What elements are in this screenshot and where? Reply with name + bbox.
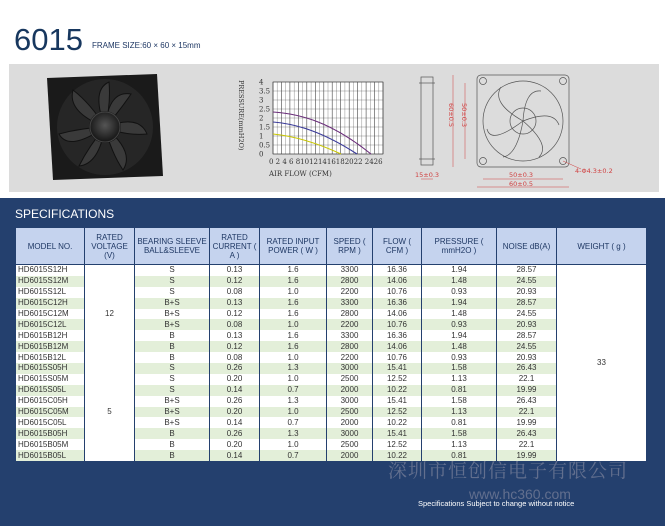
cell-pressure: 1.13 [422,374,497,385]
cell-flow: 15.41 [373,363,422,374]
cell-pressure: 1.13 [422,407,497,418]
dim-vert-inner: 50±0.3 [460,103,468,128]
col-current: RATED CURRENT ( A ) [210,228,260,265]
cell-power: 1.6 [260,330,327,341]
cell-bearing: S [135,385,210,396]
cell-flow: 16.36 [373,265,422,276]
cell-current: 0.13 [210,298,260,309]
dimension-drawing [413,69,653,189]
cell-current: 0.26 [210,428,260,439]
cell-noise: 20.93 [497,287,557,298]
cell-flow: 12.52 [373,407,422,418]
cell-speed: 3000 [327,396,373,407]
cell-current: 0.26 [210,363,260,374]
footnote: Specifications Subject to change without notice [418,499,575,508]
chart-ytick: 0 [259,150,264,159]
cell-speed: 3000 [327,428,373,439]
cell-flow: 10.22 [373,417,422,428]
cell-speed: 3000 [327,363,373,374]
cell-pressure: 1.48 [422,309,497,320]
cell-flow: 10.76 [373,352,422,363]
cell-model: HD6015B05H [16,428,85,439]
cell-bearing: B [135,450,210,461]
cell-power: 0.7 [260,385,327,396]
cell-bearing: B+S [135,407,210,418]
chart-ytick: 3.5 [259,87,271,96]
cell-power: 1.0 [260,439,327,450]
cell-bearing: S [135,363,210,374]
cell-current: 0.12 [210,341,260,352]
cell-bearing: B [135,352,210,363]
cell-current: 0.08 [210,287,260,298]
fan-photo [39,72,169,182]
chart-ytick: 2.5 [259,105,271,114]
cell-speed: 2500 [327,374,373,385]
col-pressure: PRESSURE ( mmH2O ) [422,228,497,265]
chart-ytick: 4 [259,78,264,87]
cell-model: HD6015C12M [16,309,85,320]
col-power: RATED INPUT POWER ( W ) [260,228,327,265]
cell-model: HD6015B12L [16,352,85,363]
cell-power: 0.7 [260,450,327,461]
col-speed: SPEED ( RPM ) [327,228,373,265]
cell-noise: 20.93 [497,352,557,363]
cell-noise: 24.55 [497,341,557,352]
cell-power: 1.3 [260,396,327,407]
header [0,0,665,64]
cell-power: 1.6 [260,341,327,352]
chart-xticks: 0 2 4 6 810121416182022 2426 [269,158,383,166]
cell-model: HD6015S12M [16,276,85,287]
cell-current: 0.20 [210,439,260,450]
cell-power: 1.3 [260,363,327,374]
cell-bearing: S [135,265,210,276]
cell-pressure: 1.94 [422,265,497,276]
cell-noise: 19.99 [497,385,557,396]
cell-flow: 15.41 [373,428,422,439]
cell-noise: 22.1 [497,374,557,385]
cell-flow: 14.06 [373,309,422,320]
cell-model: HD6015B05L [16,450,85,461]
cell-pressure: 1.94 [422,330,497,341]
cell-model: HD6015B05M [16,439,85,450]
cell-model: HD6015S05M [16,374,85,385]
cell-voltage: 12 [85,265,135,364]
cell-power: 1.0 [260,407,327,418]
chart-ytick: 1.5 [259,123,271,132]
cell-noise: 24.55 [497,309,557,320]
col-voltage: RATED VOLTAGE (V) [85,228,135,265]
cell-speed: 2500 [327,439,373,450]
cell-speed: 2000 [327,385,373,396]
cell-pressure: 1.58 [422,428,497,439]
cell-flow: 12.52 [373,439,422,450]
cell-noise: 19.99 [497,450,557,461]
model-title: 6015 [14,22,83,57]
cell-pressure: 1.13 [422,439,497,450]
chart-ytick: 3 [259,96,264,105]
cell-current: 0.14 [210,450,260,461]
cell-bearing: B [135,428,210,439]
cell-speed: 2000 [327,417,373,428]
chart-ytick: 1 [259,132,264,141]
cell-noise: 28.57 [497,298,557,309]
cell-noise: 26.43 [497,396,557,407]
cell-model: HD6015S12H [16,265,85,276]
cell-speed: 3300 [327,298,373,309]
cell-noise: 26.43 [497,363,557,374]
cell-speed: 2800 [327,276,373,287]
cell-pressure: 1.48 [422,341,497,352]
cell-current: 0.12 [210,309,260,320]
dim-side: 15±0.3 [415,171,440,179]
cell-speed: 2500 [327,407,373,418]
cell-noise: 26.43 [497,428,557,439]
cell-bearing: B+S [135,309,210,320]
cell-power: 1.0 [260,319,327,330]
cell-noise: 20.93 [497,319,557,330]
col-model: MODEL NO. [16,228,85,265]
col-flow: FLOW ( CFM ) [373,228,422,265]
product-band [9,64,659,192]
cell-flow: 12.52 [373,374,422,385]
cell-pressure: 0.81 [422,450,497,461]
cell-model: HD6015S05L [16,385,85,396]
table-row [16,363,647,374]
cell-pressure: 0.93 [422,287,497,298]
cell-bearing: S [135,374,210,385]
dim-bottom-inner: 50±0.3 [509,171,534,179]
col-noise: NOISE dB(A) [497,228,557,265]
cell-pressure: 1.58 [422,396,497,407]
cell-noise: 28.57 [497,265,557,276]
cell-bearing: B [135,330,210,341]
frame-size: FRAME SIZE:60 × 60 × 15mm [92,41,201,50]
cell-current: 0.13 [210,265,260,276]
cell-speed: 2000 [327,450,373,461]
cell-power: 1.6 [260,276,327,287]
cell-noise: 24.55 [497,276,557,287]
cell-noise: 28.57 [497,330,557,341]
cell-model: HD6015C05M [16,407,85,418]
cell-current: 0.13 [210,330,260,341]
cell-current: 0.14 [210,385,260,396]
cell-flow: 10.22 [373,450,422,461]
cell-pressure: 0.81 [422,417,497,428]
cell-noise: 19.99 [497,417,557,428]
cell-model: HD6015S12L [16,287,85,298]
cell-weight: 33 [557,265,647,462]
dim-bottom-outer: 60±0.5 [509,180,534,188]
watermark-site: www.hc360.com [469,486,571,502]
cell-model: HD6015C12L [16,319,85,330]
cell-pressure: 1.48 [422,276,497,287]
cell-bearing: B+S [135,396,210,407]
col-weight: WEIGHT ( g ) [557,228,647,265]
cell-flow: 10.76 [373,287,422,298]
cell-current: 0.20 [210,374,260,385]
cell-pressure: 0.93 [422,352,497,363]
watermark-company: 深圳市恒创信电子有限公司 [388,460,629,482]
chart-ylabel: PRESSURE(mmH2O) [237,80,245,151]
cell-model: HD6015C05L [16,417,85,428]
cell-flow: 15.41 [373,396,422,407]
table-row [16,265,647,276]
cell-current: 0.20 [210,407,260,418]
chart-ytick: 2 [259,114,264,123]
cell-pressure: 0.81 [422,385,497,396]
cell-flow: 14.06 [373,341,422,352]
cell-current: 0.08 [210,319,260,330]
cell-flow: 10.76 [373,319,422,330]
cell-pressure: 1.94 [422,298,497,309]
cell-current: 0.26 [210,396,260,407]
cell-speed: 3300 [327,330,373,341]
cell-noise: 22.1 [497,439,557,450]
cell-model: HD6015B12M [16,341,85,352]
cell-model: HD6015C05H [16,396,85,407]
cell-power: 1.3 [260,428,327,439]
cell-flow: 16.36 [373,330,422,341]
cell-bearing: S [135,276,210,287]
cell-speed: 2800 [327,341,373,352]
cell-speed: 3300 [327,265,373,276]
cell-current: 0.08 [210,352,260,363]
cell-current: 0.14 [210,417,260,428]
pq-chart [231,76,406,188]
cell-power: 1.0 [260,287,327,298]
cell-model: HD6015C12H [16,298,85,309]
cell-bearing: B+S [135,319,210,330]
cell-flow: 16.36 [373,298,422,309]
cell-power: 1.0 [260,374,327,385]
cell-power: 1.6 [260,298,327,309]
cell-speed: 2200 [327,287,373,298]
table-header-row [16,228,647,265]
cell-model: HD6015S05H [16,363,85,374]
chart-ytick: 0.5 [259,141,271,150]
dim-hole: 4-Φ4.3±0.2 [575,167,613,175]
dim-vert-outer: 60±0.5 [447,103,455,128]
cell-bearing: B [135,341,210,352]
specifications-title: SPECIFICATIONS [15,207,115,221]
cell-pressure: 0.93 [422,319,497,330]
cell-flow: 14.06 [373,276,422,287]
cell-speed: 2200 [327,352,373,363]
col-bearing: BEARING SLEEVE BALL&SLEEVE [135,228,210,265]
cell-speed: 2200 [327,319,373,330]
cell-speed: 2800 [327,309,373,320]
cell-flow: 10.22 [373,385,422,396]
cell-noise: 22.1 [497,407,557,418]
cell-bearing: B+S [135,417,210,428]
cell-current: 0.12 [210,276,260,287]
chart-xlabel: AIR FLOW (CFM) [269,170,332,178]
cell-model: HD6015B12H [16,330,85,341]
cell-power: 1.0 [260,352,327,363]
cell-bearing: B [135,439,210,450]
cell-power: 1.6 [260,309,327,320]
cell-power: 1.6 [260,265,327,276]
cell-power: 0.7 [260,417,327,428]
cell-voltage: 5 [85,363,135,461]
cell-pressure: 1.58 [422,363,497,374]
specifications-table [15,227,647,461]
cell-bearing: B+S [135,298,210,309]
cell-bearing: S [135,287,210,298]
